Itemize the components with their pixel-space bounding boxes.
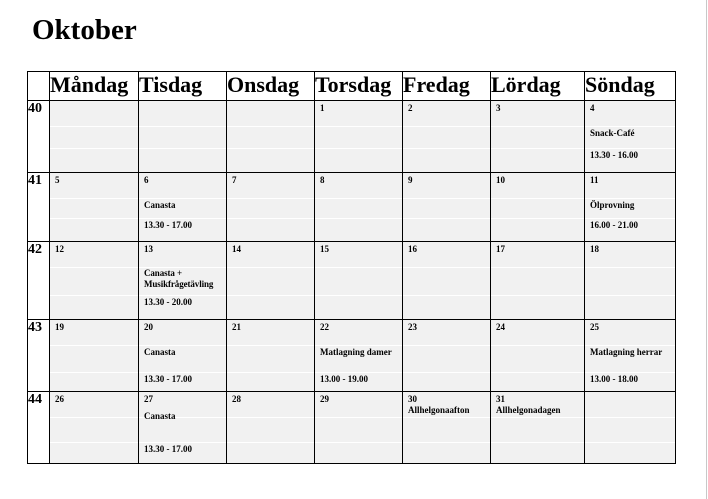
cell-guide-line [227, 372, 314, 373]
cell-guide-line [491, 417, 584, 418]
day-number: 29 [320, 394, 329, 404]
week-number: 40 [28, 101, 50, 173]
cell-guide-line [315, 442, 402, 443]
day-cell[interactable] [585, 101, 676, 173]
day-number: 10 [496, 175, 505, 185]
day-number: 3 [496, 103, 501, 113]
day-cell[interactable] [491, 320, 585, 392]
cell-guide-line [227, 218, 314, 219]
cell-guide-line [585, 345, 675, 346]
cell-guide-line [491, 372, 584, 373]
day-cell[interactable] [50, 101, 139, 173]
day-number: 23 [408, 322, 417, 332]
day-cell[interactable] [139, 173, 227, 242]
week-column-header [28, 72, 50, 101]
day-cell[interactable] [491, 242, 585, 320]
day-number: 15 [320, 244, 329, 254]
day-number: 16 [408, 244, 417, 254]
event-title: Canasta + Musikfrågetävling [144, 268, 214, 289]
day-number: 5 [55, 175, 60, 185]
cell-guide-line [50, 345, 138, 346]
weekday-header: Fredag [403, 72, 491, 101]
day-number: 14 [232, 244, 241, 254]
cell-guide-line [50, 417, 138, 418]
cell-guide-line [227, 417, 314, 418]
day-number: 31 [496, 394, 505, 404]
day-cell[interactable] [315, 101, 403, 173]
day-cell[interactable] [139, 392, 227, 464]
week-number: 42 [28, 242, 50, 320]
day-cell[interactable] [403, 392, 491, 464]
event-time: 13.30 - 17.00 [144, 220, 192, 230]
week-number: 43 [28, 320, 50, 392]
event-time: 13.00 - 19.00 [320, 374, 368, 384]
day-cell[interactable] [491, 392, 585, 464]
day-cell[interactable] [50, 392, 139, 464]
cell-guide-line [585, 218, 675, 219]
event-title: Snack-Café [590, 128, 635, 138]
page-edge-line [706, 0, 707, 499]
weekday-header: Söndag [585, 72, 676, 101]
day-number: 6 [144, 175, 149, 185]
cell-guide-line [50, 126, 138, 127]
event-time: 13.30 - 20.00 [144, 297, 192, 307]
weekday-header: Torsdag [315, 72, 403, 101]
event-title: Canasta [144, 411, 176, 421]
day-number: 18 [590, 244, 599, 254]
day-number: 27 [144, 394, 153, 404]
day-cell[interactable] [227, 392, 315, 464]
cell-guide-line [315, 372, 402, 373]
day-cell[interactable] [227, 320, 315, 392]
day-cell[interactable] [403, 101, 491, 173]
day-number: 17 [496, 244, 505, 254]
cell-guide-line [139, 345, 226, 346]
cell-guide-line [50, 218, 138, 219]
day-number: 8 [320, 175, 325, 185]
cell-guide-line [139, 148, 226, 149]
cell-guide-line [491, 345, 584, 346]
cell-guide-line [315, 345, 402, 346]
event-time: 13.30 - 17.00 [144, 374, 192, 384]
cell-guide-line [491, 442, 584, 443]
cell-guide-line [227, 126, 314, 127]
cell-guide-line [315, 295, 402, 296]
cell-guide-line [585, 372, 675, 373]
cell-guide-line [585, 442, 675, 443]
cell-guide-line [403, 442, 490, 443]
day-number: 2 [408, 103, 413, 113]
event-title: Allhelgonadagen [496, 405, 561, 415]
day-cell[interactable] [491, 173, 585, 242]
day-number: 25 [590, 322, 599, 332]
event-title: Matlagning damer [320, 347, 392, 357]
day-cell[interactable] [403, 242, 491, 320]
day-number: 13 [144, 244, 153, 254]
cell-guide-line [227, 148, 314, 149]
cell-guide-line [50, 295, 138, 296]
cell-guide-line [139, 372, 226, 373]
week-number: 44 [28, 392, 50, 464]
day-cell[interactable] [403, 320, 491, 392]
day-number: 19 [55, 322, 64, 332]
weekday-header-row [28, 72, 676, 101]
day-number: 21 [232, 322, 241, 332]
cell-guide-line [227, 267, 314, 268]
day-number: 24 [496, 322, 505, 332]
cell-guide-line [139, 198, 226, 199]
cell-guide-line [315, 218, 402, 219]
cell-guide-line [491, 295, 584, 296]
week-row [28, 392, 676, 464]
week-row [28, 173, 676, 242]
cell-guide-line [139, 218, 226, 219]
day-number: 20 [144, 322, 153, 332]
cell-guide-line [585, 126, 675, 127]
cell-guide-line [50, 442, 138, 443]
day-cell[interactable] [139, 101, 227, 173]
cell-guide-line [139, 126, 226, 127]
cell-guide-line [585, 148, 675, 149]
cell-guide-line [403, 345, 490, 346]
cell-guide-line [491, 198, 584, 199]
day-cell[interactable] [315, 320, 403, 392]
day-number: 11 [590, 175, 599, 185]
day-number: 22 [320, 322, 329, 332]
event-time: 13.30 - 16.00 [590, 150, 638, 160]
cell-guide-line [491, 126, 584, 127]
cell-guide-line [50, 148, 138, 149]
cell-guide-line [50, 267, 138, 268]
day-number: 26 [55, 394, 64, 404]
event-time: 13.00 - 18.00 [590, 374, 638, 384]
cell-guide-line [315, 417, 402, 418]
cell-guide-line [585, 267, 675, 268]
week-row [28, 242, 676, 320]
day-number: 9 [408, 175, 413, 185]
cell-guide-line [585, 295, 675, 296]
week-number: 41 [28, 173, 50, 242]
cell-guide-line [491, 218, 584, 219]
cell-guide-line [227, 198, 314, 199]
cell-guide-line [403, 126, 490, 127]
weekday-header: Tisdag [139, 72, 227, 101]
cell-guide-line [585, 417, 675, 418]
event-title: Canasta [144, 347, 176, 357]
day-cell[interactable] [139, 320, 227, 392]
weekday-header: Onsdag [227, 72, 315, 101]
day-cell[interactable] [50, 242, 139, 320]
cell-guide-line [139, 295, 226, 296]
cell-guide-line [403, 148, 490, 149]
day-number: 28 [232, 394, 241, 404]
cell-guide-line [315, 126, 402, 127]
week-row [28, 101, 676, 173]
day-cell[interactable] [585, 320, 676, 392]
day-cell[interactable] [585, 173, 676, 242]
event-title: Matlagning herrar [590, 347, 663, 357]
day-cell[interactable] [227, 101, 315, 173]
day-number: 12 [55, 244, 64, 254]
day-cell[interactable] [50, 173, 139, 242]
cell-guide-line [50, 372, 138, 373]
cell-guide-line [315, 267, 402, 268]
day-number: 4 [590, 103, 595, 113]
day-cell[interactable] [227, 242, 315, 320]
day-cell[interactable] [315, 173, 403, 242]
event-time: 16.00 - 21.00 [590, 220, 638, 230]
weekday-header: Måndag [50, 72, 139, 101]
event-time: 13.30 - 17.00 [144, 444, 192, 454]
cell-guide-line [403, 198, 490, 199]
event-title: Canasta [144, 200, 176, 210]
day-cell[interactable] [227, 173, 315, 242]
day-number: 1 [320, 103, 325, 113]
cell-guide-line [50, 198, 138, 199]
day-cell[interactable] [403, 173, 491, 242]
cell-guide-line [139, 442, 226, 443]
calendar-table [27, 71, 676, 464]
cell-guide-line [403, 218, 490, 219]
cell-guide-line [491, 148, 584, 149]
cell-guide-line [403, 295, 490, 296]
cell-guide-line [227, 295, 314, 296]
cell-guide-line [403, 417, 490, 418]
day-cell[interactable] [50, 320, 139, 392]
cell-guide-line [403, 372, 490, 373]
day-cell[interactable] [491, 101, 585, 173]
day-cell[interactable] [315, 392, 403, 464]
cell-guide-line [585, 198, 675, 199]
event-title: Ölprovning [590, 200, 635, 210]
day-cell[interactable] [139, 242, 227, 320]
day-cell[interactable] [315, 242, 403, 320]
day-cell[interactable] [585, 242, 676, 320]
cell-guide-line [227, 442, 314, 443]
day-number: 7 [232, 175, 237, 185]
cell-guide-line [491, 267, 584, 268]
cell-guide-line [315, 148, 402, 149]
week-row [28, 320, 676, 392]
event-title: Allhelgonaafton [408, 405, 470, 415]
cell-guide-line [315, 198, 402, 199]
cell-guide-line [227, 345, 314, 346]
day-cell[interactable] [585, 392, 676, 464]
cell-guide-line [403, 267, 490, 268]
day-number: 30 [408, 394, 417, 404]
weekday-header: Lördag [491, 72, 585, 101]
page-title: Oktober [32, 14, 137, 46]
